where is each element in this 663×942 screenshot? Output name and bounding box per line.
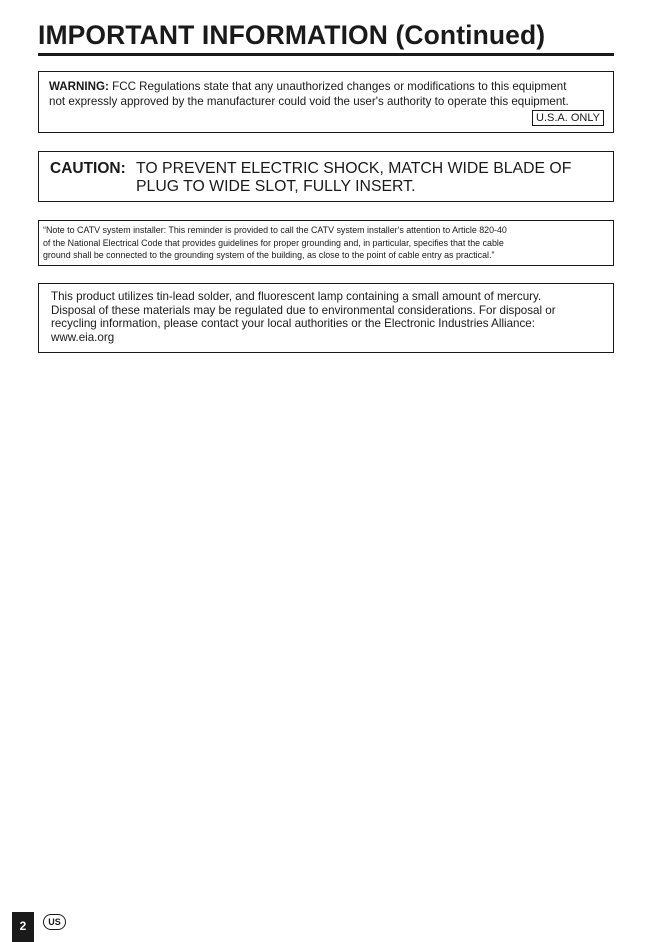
warning-line-1 <box>49 80 603 95</box>
solder-line-4: www.eia.org <box>51 331 115 345</box>
us-region-badge: US <box>43 914 66 930</box>
catv-note-box <box>38 220 614 266</box>
caution-line-1: TO PREVENT ELECTRIC SHOCK, MATCH WIDE BLADE OF <box>136 160 572 177</box>
caution-box <box>38 151 614 202</box>
page-number-tab: 2 <box>12 912 34 942</box>
solder-notice-box <box>38 283 614 353</box>
caution-line-2: PLUG TO WIDE SLOT, FULLY INSERT. <box>136 178 416 195</box>
solder-line-1: This product utilizes tin-lead solder, and fluorescent lamp containing a small amount of mercury. <box>51 290 542 303</box>
warning-box <box>38 71 614 133</box>
warning-line-2: not expressly approved by the manufacturer could void the user's authority to operate this equipment. <box>49 94 569 108</box>
warning-text-1: FCC Regulations state that any unauthorized changes or modifications to this equipment <box>108 80 567 93</box>
caution-label: CAUTION: <box>50 160 126 177</box>
solder-line-2: Disposal of these materials may be regulated due to environmental considerations. For disposal or <box>51 303 556 317</box>
page-title: IMPORTANT INFORMATION (Continued) <box>38 20 546 50</box>
solder-line-3: recycling information, please contact your local authorities or the Electronic Industries Alliance: <box>51 317 535 331</box>
usa-only-badge: U.S.A. ONLY <box>532 110 604 126</box>
catv-note-line-2: of the National Electrical Code that provides guidelines for proper grounding and, in particular, specifies that the cable <box>43 237 504 248</box>
warning-label: WARNING: <box>49 80 109 93</box>
catv-note-line-1: “Note to CATV system installer: This reminder is provided to call the CATV system installer's attention to Article 820-40 <box>43 225 507 235</box>
caution-text <box>136 160 571 196</box>
title-underline <box>38 53 614 56</box>
catv-note-line-3: ground shall be connected to the grounding system of the building, as close to the point of cable entry as practical.” <box>43 250 495 260</box>
